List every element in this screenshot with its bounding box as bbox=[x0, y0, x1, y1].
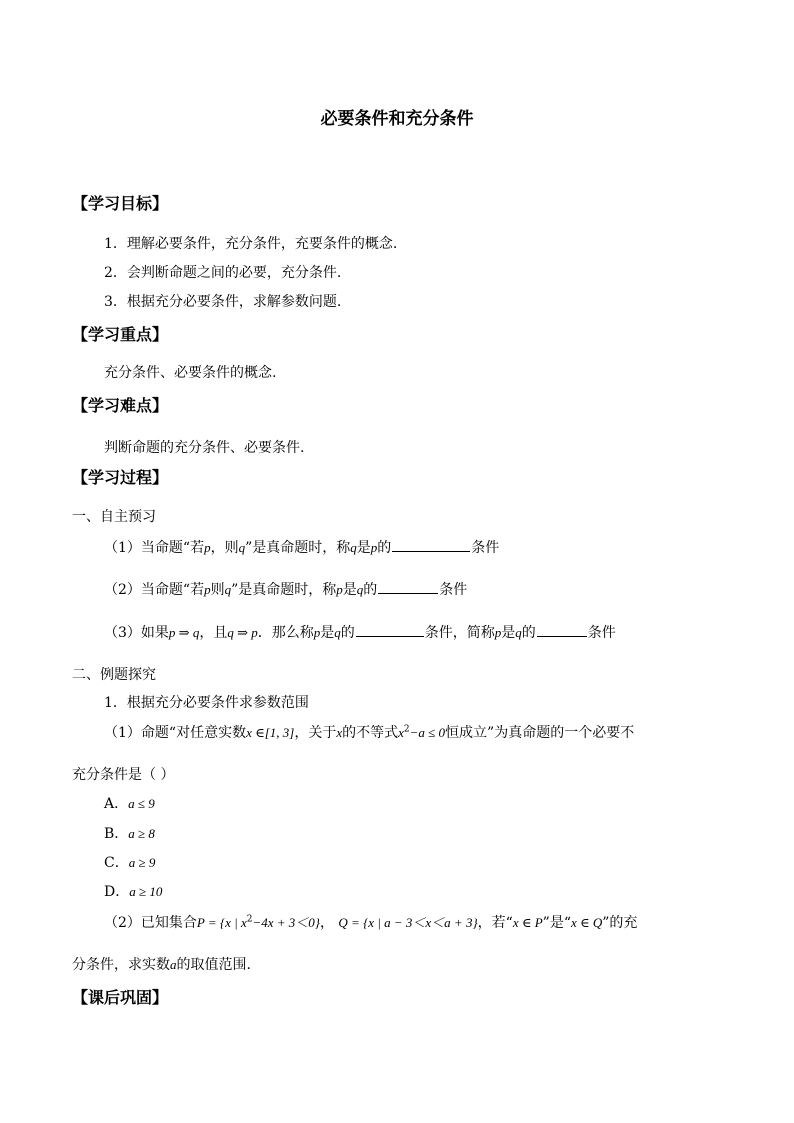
option-b: B．a ≥ 8 bbox=[104, 826, 155, 842]
answer-blank bbox=[356, 622, 424, 637]
goal-item-1: 1．理解必要条件，充分条件，充要条件的概念. bbox=[104, 236, 398, 252]
part2-heading: 二、例题探究 bbox=[72, 667, 156, 683]
preview-question-3: （3）如果p ⇒ q，且q ⇒ p．那么称p是q的 条件，简称p是q的 条件 bbox=[104, 622, 616, 642]
option-d: D．a ≥ 10 bbox=[104, 884, 163, 900]
example-1-line-1: （1）命题“对任意实数x ∈[1, 3]，关于x的不等式$x^2-a \le 0$恒成立”为真命题的一个必要不 bbox=[104, 724, 635, 741]
preview-question-1: （1）当命题“若p，则q”是真命题时，称q是p的 条件 bbox=[104, 537, 499, 557]
example-2-line-2: 分条件，求实数a的取值范围. bbox=[72, 957, 251, 973]
preview-question-2: （2）当命题“若p则q”是真命题时，称p是q的 条件 bbox=[104, 579, 467, 599]
difficulty-text: 判断命题的充分条件、必要条件. bbox=[104, 440, 305, 456]
section-heading-difficulty: 【学习难点】 bbox=[72, 396, 169, 415]
part2-subheading: 1．根据充分必要条件求参数范围 bbox=[104, 695, 309, 711]
section-heading-process: 【学习过程】 bbox=[72, 468, 169, 487]
answer-blank bbox=[537, 622, 587, 637]
key-points-text: 充分条件、必要条件的概念. bbox=[104, 365, 277, 381]
goal-item-2: 2．会判断命题之间的必要，充分条件. bbox=[104, 265, 342, 281]
goal-item-3: 3．根据充分必要条件，求解参数问题. bbox=[104, 294, 342, 310]
example-2-line-1: （2）已知集合P = {x | $x^2-4x + 3<0$}， Q = {x | a − 3＜x＜a + 3}，若“x ∈ P”是“x ∈ Q”的充 bbox=[104, 914, 638, 931]
section-heading-goals: 【学习目标】 bbox=[72, 194, 169, 213]
page-title: 必要条件和充分条件 bbox=[320, 109, 474, 129]
example-1-line-2: 充分条件是（ ） bbox=[72, 767, 175, 783]
section-heading-key: 【学习重点】 bbox=[72, 325, 169, 344]
section-heading-review: 【课后巩固】 bbox=[72, 988, 169, 1007]
part1-heading: 一、自主预习 bbox=[72, 509, 156, 525]
option-c: C．a ≥ 9 bbox=[104, 855, 156, 871]
answer-blank bbox=[392, 537, 470, 552]
answer-blank bbox=[378, 579, 438, 594]
option-a: A．a ≤ 9 bbox=[104, 796, 155, 812]
